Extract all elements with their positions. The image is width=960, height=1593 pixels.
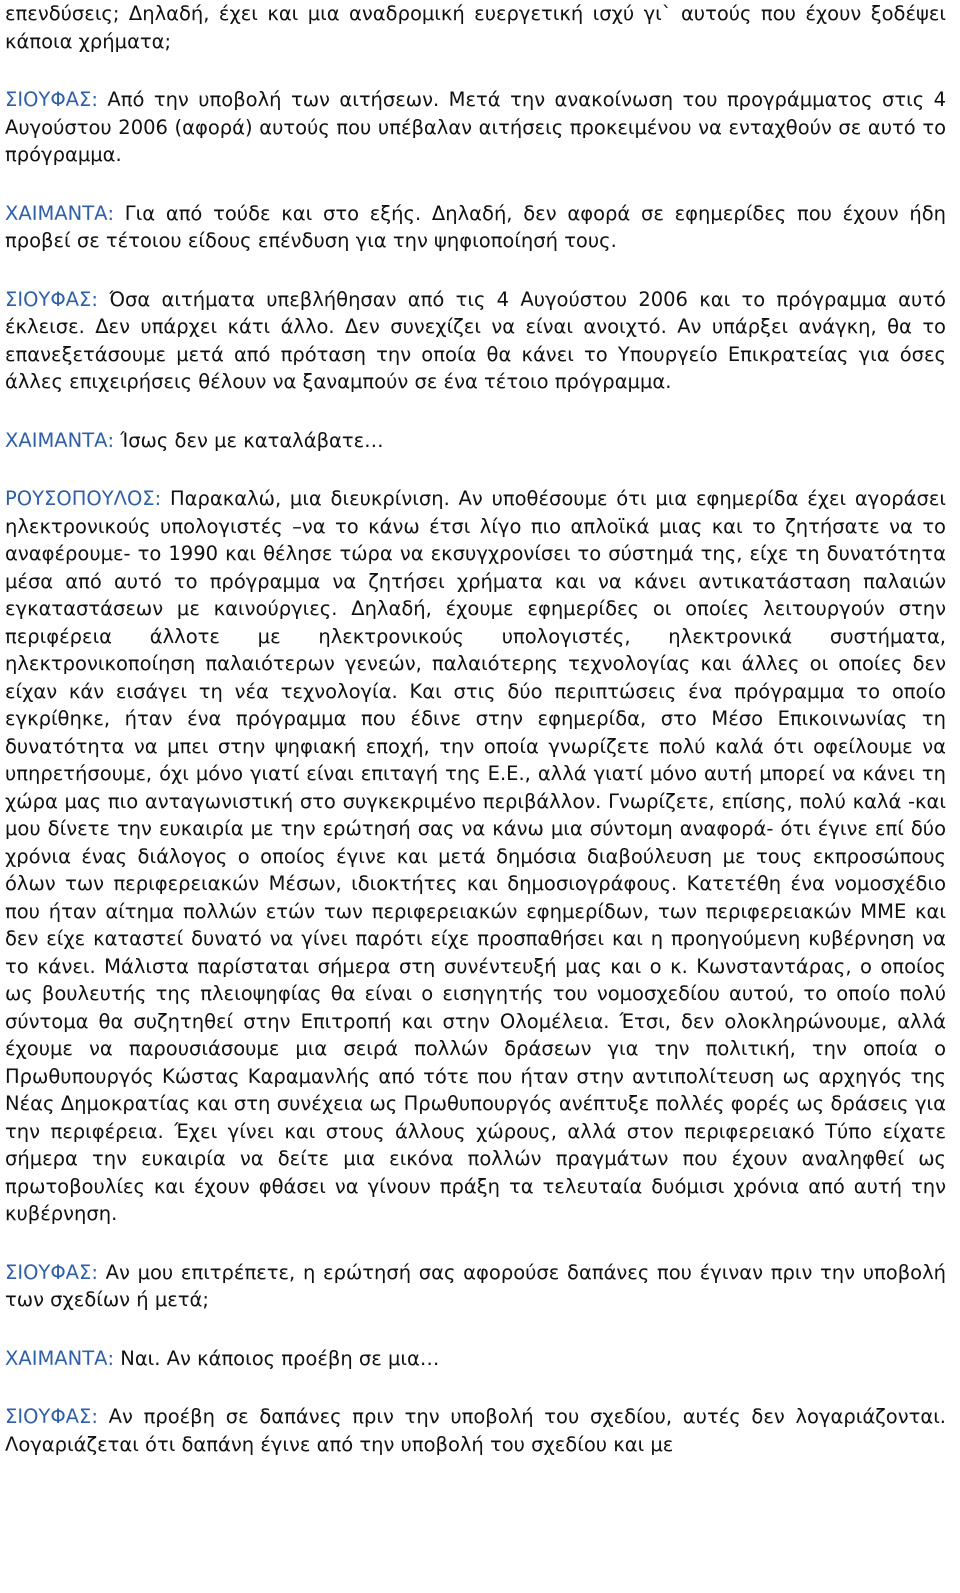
paragraph-text: επενδύσεις; Δηλαδή, έχει και μια αναδρομική ευεργετική ισχύ γι` αυτούς που έχουν ξοδέψει κάποια χρήματα; bbox=[5, 2, 946, 53]
paragraph-text: Ναι. Αν κάποιος προέβη σε μια… bbox=[114, 1346, 440, 1370]
speaker-label: ΣΙΟΥΦΑΣ: bbox=[5, 88, 98, 111]
paragraph-text: Για από τούδε και στο εξής. Δηλαδή, δεν αφορά σε εφημερίδες που έχουν ήδη προβεί σε τέτοιου είδους επένδυση για την ψηφιοποίησή τους. bbox=[5, 201, 946, 252]
speaker-label: ΧΑΙΜΑΝΤΑ: bbox=[5, 428, 115, 452]
speaker-label: ΧΑΙΜΑΝΤΑ: bbox=[5, 1346, 115, 1370]
speaker-label: ΣΙΟΥΦΑΣ: bbox=[5, 287, 98, 311]
paragraph-intro-continuation bbox=[5, 0, 946, 55]
paragraph-chaimanta-2 bbox=[5, 427, 946, 455]
paragraph-text: Ίσως δεν με καταλάβατε… bbox=[114, 428, 384, 452]
speaker-label: ΣΙΟΥΦΑΣ: bbox=[5, 1260, 98, 1284]
paragraph-siouphas-3 bbox=[5, 1259, 946, 1314]
paragraph-chaimanta-3 bbox=[5, 1345, 946, 1373]
paragraph-siouphas-2 bbox=[5, 286, 946, 396]
paragraph-siouphas-1 bbox=[5, 86, 946, 169]
paragraph-text: Όσα αιτήματα υπεβλήθησαν από τις 4 Αυγούστου 2006 και το πρόγραμμα αυτό έκλεισε. Δεν υπάρχει κάτι άλλο. Δεν συνεχίζει να είναι ανοιχτό. Αν υπάρξει ανάγκη, θα το επανεξετάσουμε μετά από πρόταση την οποία θα κάνει το Υπουργείο Επικρατείας για όσες άλλες επιχειρήσεις θέλουν να ξαναμπούν σε ένα τέτοιο πρόγραμμα. bbox=[5, 287, 946, 393]
paragraph-rousopoulos bbox=[5, 485, 946, 1228]
paragraph-text: Αν μου επιτρέπετε, η ερώτησή σας αφορούσε δαπάνες που έγιναν πριν την υποβολή των σχεδίων ή μετά; bbox=[5, 1260, 946, 1311]
speaker-label: ΣΙΟΥΦΑΣ: bbox=[5, 1405, 98, 1428]
speaker-label: ΡΟΥΣΟΠΟΥΛΟΣ: bbox=[5, 487, 162, 510]
paragraph-chaimanta-1 bbox=[5, 200, 946, 255]
speaker-label: ΧΑΙΜΑΝΤΑ: bbox=[5, 201, 115, 225]
paragraph-text: Αν προέβη σε δαπάνες πριν την υποβολή του σχεδίου, αυτές δεν λογαριάζονται. Λογαριάζεται ότι δαπάνη έγινε από την υποβολή του σχεδίου και με bbox=[5, 1405, 946, 1456]
paragraph-text: Παρακαλώ, μια διευκρίνιση. Αν υποθέσουμε ότι μια εφημερίδα έχει αγοράσει ηλεκτρονικούς υπολογιστές –να το κάνω έτσι λίγο πιο απλοϊκά μιας και το ζητήσατε να το αναφέρουμε- το 1990 και θέλησε τώρα να εκσυγχρονίσει το σύστημά της, είχε τη δυνατότητα μέσα από αυτό το πρόγραμμα να ζητήσει χρήματα και να κάνει αντικατάσταση παλαιών εγκαταστάσεων με καινούργιες. Δηλαδή, έχουμε εφημερίδες οι οποίες λειτουργούν στην περιφέρεια άλλοτε με ηλεκτρονικούς υπολογιστές, ηλεκτρονικά συστήματα, ηλεκτρονικοποίηση παλαιότερων γενεών, παλαιότερης τεχνολογίας και άλλες οι οποίες δεν είχαν κάν εισάγει τη νέα τεχνολογία. Και στις δύο περιπτώσεις ένα πρόγραμμα το οποίο εγκρίθηκε, ήταν ένα πρόγραμμα που έδινε στην εφημερίδα, στο Μέσο Επικοινωνίας τη δυνατότητα να μπει στην ψηφιακή εποχή, την οποία γνωρίζετε πολύ καλά ότι οφείλουμε να υπηρετήσουμε, όχι μόνο γιατί είναι επιταγή της Ε.Ε., αλλά γιατί μόνο αυτή μπορεί να κάνει τη χώρα μας πιο ανταγωνιστική στο συγκεκριμένο περιβάλλον. Γνωρίζετε, επίσης, πολύ καλά -και μου δίνετε την ευκαιρία με την ερώτησή σας να κάνω μια σύντομη αναφορά- ότι έγινε επί δύο χρόνια ένας διάλογος ο οποίος έγινε και μετά δημόσια διαβούλευση με τους εκπροσώπους όλων των περιφερειακών Μέσων, ιδιοκτήτες και δημοσιογράφους. Κατετέθη ένα νομοσχέδιο που ήταν αίτημα πολλών ετών των περιφερειακών εφημερίδων, των περιφερειακών ΜΜΕ και δεν είχε καταστεί δυνατό να γίνει παρότι είχε προσπαθήσει και η προηγούμενη κυβέρνηση να το κάνει. Μάλιστα παρίσταται σήμερα στη συνέντευξή μας και ο κ. Κωνσταντάρας, ο οποίος ως βουλευτής της πλειοψηφίας θα είναι ο εισηγητής του νομοσχεδίου αυτού, το οποίο πολύ σύντομα θα συζητηθεί στην Επιτροπή και στην Ολομέλεια. Έτσι, δεν ολοκληρώνουμε, αλλά έχουμε να παρουσιάσουμε μια σειρά πολλών δράσεων για την πολιτική, την οποία ο Πρωθυπουργός Κώστας Καραμανλής από τότε που ήταν στην αντιπολίτευση ως αρχηγός της Νέας Δημοκρατίας και στη συνέχεια ως Πρωθυπουργός ανέπτυξε πολλές φορές ως δράσεις για την περιφέρεια. Έχει γίνει και στους άλλους χώρους, αλλά στον περιφερειακό Τύπο είχατε σήμερα την ευκαιρία να δείτε μια εικόνα πολλών πραγμάτων που έχουν αναληφθεί ως πρωτοβουλίες και έχουν φθάσει να γίνουν πράξη τα τελευταία δυόμισι χρόνια από αυτή την κυβέρνηση. bbox=[5, 487, 946, 1225]
paragraph-siouphas-4 bbox=[5, 1403, 946, 1458]
paragraph-text: Από την υποβολή των αιτήσεων. Μετά την ανακοίνωση του προγράμματος στις 4 Αυγούστου 2006 (αφορά) αυτούς που υπέβαλαν αιτήσεις προκειμένου να ενταχθούν σε αυτό το πρόγραμμα. bbox=[5, 88, 946, 166]
